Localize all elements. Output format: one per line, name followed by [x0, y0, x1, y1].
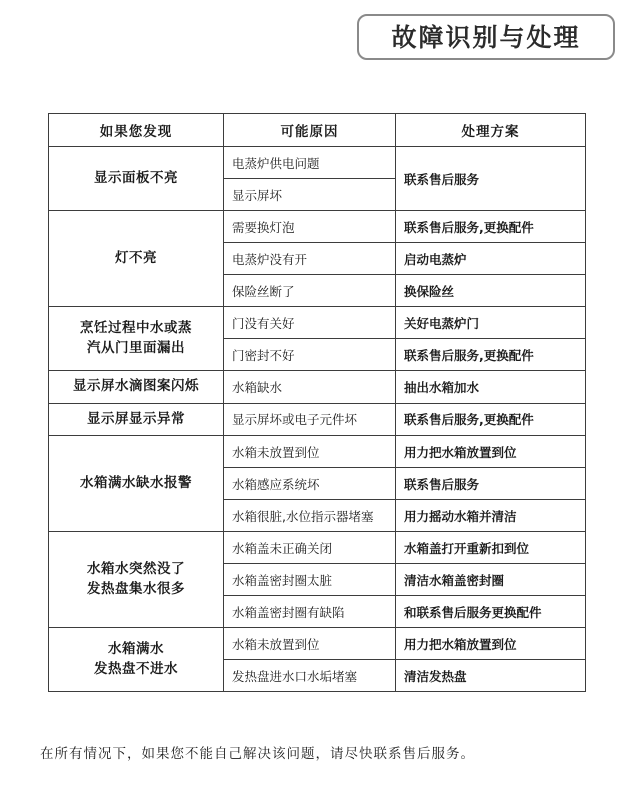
- cell-cause: 发热盘进水口水垢堵塞: [224, 660, 396, 692]
- cell-cause: 需要换灯泡: [224, 211, 396, 243]
- column-header-cause: 可能原因: [224, 114, 396, 147]
- cell-solution: 启动电蒸炉: [396, 243, 586, 275]
- cell-symptom: 烹饪过程中水或蒸 汽从门里面漏出: [49, 307, 224, 371]
- cell-cause: 水箱盖密封圈有缺陷: [224, 596, 396, 628]
- table-row: [49, 211, 586, 243]
- cell-cause: 水箱盖密封圈太脏: [224, 564, 396, 596]
- cell-solution: 清洁发热盘: [396, 660, 586, 692]
- cell-solution: 关好电蒸炉门: [396, 307, 586, 339]
- cell-solution: 用力把水箱放置到位: [396, 436, 586, 468]
- page-title: 故障识别与处理: [391, 22, 581, 52]
- table-body: [49, 147, 586, 692]
- cell-cause: 门没有关好: [224, 307, 396, 339]
- cell-solution: 联系售后服务: [396, 147, 586, 211]
- cell-symptom: 显示面板不亮: [49, 147, 224, 211]
- cell-solution: 和联系售后服务更换配件: [396, 596, 586, 628]
- cell-cause: 显示屏坏: [224, 179, 396, 211]
- fault-table-container: [48, 113, 585, 692]
- column-header-solution: 处理方案: [396, 114, 586, 147]
- cell-cause: 电蒸炉没有开: [224, 243, 396, 275]
- cell-symptom: 显示屏显示异常: [49, 403, 224, 436]
- footer-note: 在所有情况下，如果您不能自己解决该问题，请尽快联系售后服务。: [40, 746, 475, 762]
- cell-cause: 水箱盖未正确关闭: [224, 532, 396, 564]
- table-row: [49, 403, 586, 436]
- page-title-banner: [357, 14, 615, 60]
- table-header: [49, 114, 586, 147]
- cell-solution: 联系售后服务: [396, 468, 586, 500]
- cell-cause: 保险丝断了: [224, 275, 396, 307]
- table-row: [49, 436, 586, 468]
- cell-solution: 用力摇动水箱并清洁: [396, 500, 586, 532]
- cell-solution: 换保险丝: [396, 275, 586, 307]
- cell-symptom: 水箱满水缺水报警: [49, 436, 224, 532]
- cell-cause: 显示屏坏或电子元件坏: [224, 403, 396, 436]
- cell-cause: 水箱缺水: [224, 371, 396, 404]
- cell-cause: 水箱感应系统坏: [224, 468, 396, 500]
- cell-solution: 联系售后服务,更换配件: [396, 339, 586, 371]
- cell-symptom: 水箱满水 发热盘不进水: [49, 628, 224, 692]
- cell-solution: 抽出水箱加水: [396, 371, 586, 404]
- cell-cause: 水箱未放置到位: [224, 436, 396, 468]
- table-row: [49, 628, 586, 660]
- cell-cause: 水箱很脏,水位指示器堵塞: [224, 500, 396, 532]
- cell-solution: 联系售后服务,更换配件: [396, 211, 586, 243]
- cell-symptom: 水箱水突然没了 发热盘集水很多: [49, 532, 224, 628]
- cell-solution: 联系售后服务,更换配件: [396, 403, 586, 436]
- cell-cause: 水箱未放置到位: [224, 628, 396, 660]
- cell-solution: 水箱盖打开重新扣到位: [396, 532, 586, 564]
- cell-symptom: 显示屏水滴图案闪烁: [49, 371, 224, 404]
- cell-cause: 门密封不好: [224, 339, 396, 371]
- fault-table: [48, 113, 586, 692]
- column-header-symptom: 如果您发现: [49, 114, 224, 147]
- table-row: [49, 307, 586, 339]
- table-row: [49, 371, 586, 404]
- cell-solution: 用力把水箱放置到位: [396, 628, 586, 660]
- table-row: [49, 532, 586, 564]
- table-header-row: [49, 114, 586, 147]
- cell-solution: 清洁水箱盖密封圈: [396, 564, 586, 596]
- cell-symptom: 灯不亮: [49, 211, 224, 307]
- table-row: [49, 147, 586, 179]
- cell-cause: 电蒸炉供电问题: [224, 147, 396, 179]
